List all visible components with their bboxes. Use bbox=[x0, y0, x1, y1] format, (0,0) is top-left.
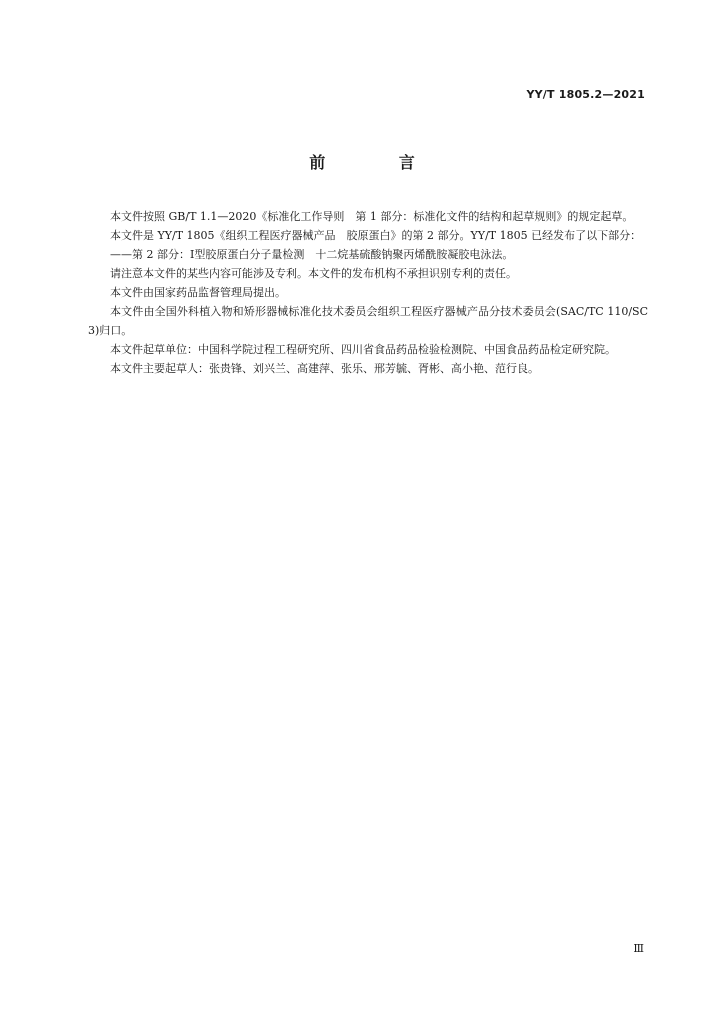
paragraph-drafters: 本文件主要起草人：张贵锋、刘兴兰、高建萍、张乐、邢芳毓、胥彬、高小艳、范行良。 bbox=[110, 362, 539, 375]
paragraph-proposed-by: 本文件由国家药品监督管理局提出。 bbox=[110, 286, 286, 299]
page-title: 前 言 bbox=[309, 153, 449, 172]
foreword-body bbox=[88, 207, 648, 378]
paragraph-part-2: ——第 2 部分：Ⅰ型胶原蛋白分子量检测 十二烷基硫酸钠聚丙烯酰胺凝胶电泳法。 bbox=[110, 248, 514, 261]
paragraph-drafting-units: 本文件起草单位：中国科学院过程工程研究所、四川省食品药品检验检测院、中国食品药品检定研究院。 bbox=[110, 343, 616, 356]
paragraph-patent-notice: 请注意本文件的某些内容可能涉及专利。本文件的发布机构不承担识别专利的责任。 bbox=[110, 267, 517, 280]
document-code: YY/T 1805.2—2021 bbox=[526, 88, 645, 101]
paragraph-drafting-rules: 本文件按照 GB/T 1.1—2020《标准化工作导则 第 1 部分：标准化文件的结构和起草规则》的规定起草。 bbox=[110, 210, 634, 223]
page-number: Ⅲ bbox=[633, 942, 644, 955]
paragraph-series-parts: 本文件是 YY/T 1805《组织工程医疗器械产品 胶原蛋白》的第 2 部分。YY/T 1805 已经发布了以下部分： bbox=[110, 229, 642, 242]
paragraph-managed-by: 本文件由全国外科植入物和矫形器械标准化技术委员会组织工程医疗器械产品分技术委员会(SAC/TC 110/SC 3)归口。 bbox=[88, 305, 648, 337]
